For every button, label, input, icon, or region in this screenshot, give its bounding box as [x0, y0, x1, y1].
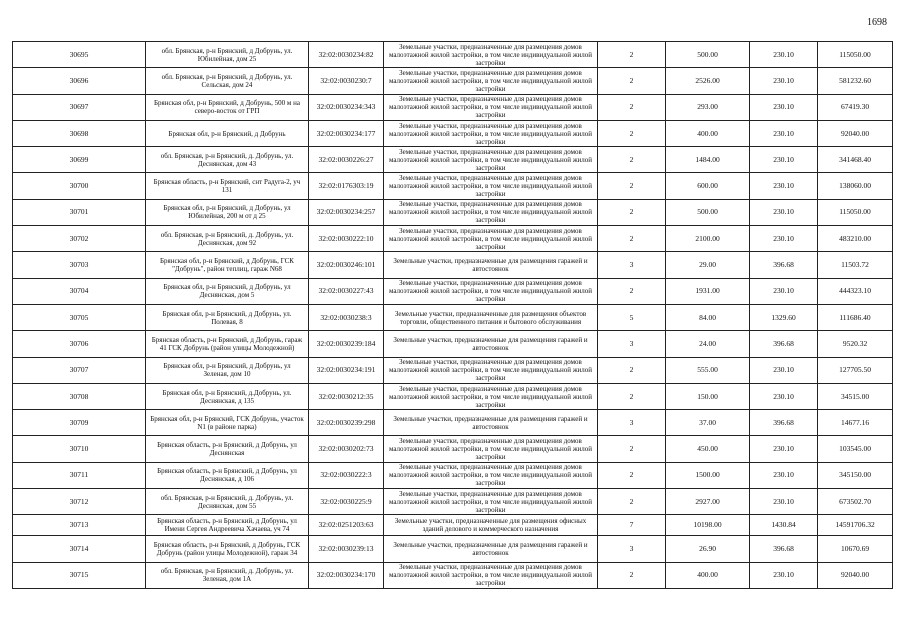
group-cell: 2: [598, 357, 666, 383]
area-cell: 500.00: [666, 199, 750, 225]
row-number-cell: 30695: [13, 42, 146, 68]
cadastral-value-cell: 341468.40: [818, 147, 893, 173]
land-use-cell: Земельные участки, предназначенные для размещения гаражей и автостоянок: [384, 410, 598, 436]
specific-value-cell: 230.10: [750, 147, 818, 173]
specific-value-cell: 230.10: [750, 278, 818, 304]
cadastral-value-cell: 14591706.32: [818, 515, 893, 536]
cadastral-value-cell: 444323.10: [818, 278, 893, 304]
table-row: [13, 515, 893, 536]
cadastral-value-cell: 11503.72: [818, 252, 893, 278]
specific-value-cell: 230.10: [750, 562, 818, 588]
row-number-cell: 30713: [13, 515, 146, 536]
table-row: [13, 252, 893, 278]
land-use-cell: Земельные участки, предназначенные для размещения гаражей и автостоянок: [384, 536, 598, 562]
table-row: [13, 383, 893, 409]
land-use-cell: Земельные участки, предназначенные для размещения офисных зданий делового и коммерческого назначения: [384, 515, 598, 536]
cadastral-number-cell: 32:02:0030227:43: [309, 278, 384, 304]
group-cell: 2: [598, 199, 666, 225]
row-number-cell: 30707: [13, 357, 146, 383]
land-use-cell: Земельные участки, предназначенные для размещения домов малоэтажной жилой застройки, в том числе индивидуальной жилой застройки: [384, 226, 598, 252]
table-row: [13, 68, 893, 94]
address-cell: обл. Брянская, р-н Брянский, д Добрунь, ул. Юбилейная, дом 25: [146, 42, 309, 68]
land-use-cell: Земельные участки, предназначенные для размещения домов малоэтажной жилой застройки, в том числе индивидуальной жилой застройки: [384, 436, 598, 462]
land-use-cell: Земельные участки, предназначенные для размещения домов малоэтажной жилой застройки, в том числе индивидуальной жилой застройки: [384, 68, 598, 94]
specific-value-cell: 230.10: [750, 489, 818, 515]
specific-value-cell: 230.10: [750, 357, 818, 383]
cadastral-number-cell: 32:02:0030234:191: [309, 357, 384, 383]
cadastral-number-cell: 32:02:0030225:9: [309, 489, 384, 515]
cadastral-value-cell: 115050.00: [818, 199, 893, 225]
cadastral-number-cell: 32:02:0030234:343: [309, 94, 384, 120]
row-number-cell: 30710: [13, 436, 146, 462]
area-cell: 29.00: [666, 252, 750, 278]
address-cell: обл. Брянская, р-н Брянский, д. Добрунь, ул. Зеленая, дом 1А: [146, 562, 309, 588]
area-cell: 400.00: [666, 120, 750, 146]
row-number-cell: 30714: [13, 536, 146, 562]
land-use-cell: Земельные участки, предназначенные для размещения домов малоэтажной жилой застройки, в том числе индивидуальной жилой застройки: [384, 42, 598, 68]
address-cell: Брянская область, р-н Брянский, снт Радуга-2, уч 131: [146, 173, 309, 199]
cadastral-value-cell: 111686.40: [818, 304, 893, 330]
area-cell: 555.00: [666, 357, 750, 383]
address-cell: обл. Брянская, р-н Брянский, д. Добрунь, ул. Деснянская, дом 55: [146, 489, 309, 515]
area-cell: 150.00: [666, 383, 750, 409]
cadastral-value-cell: 67419.30: [818, 94, 893, 120]
table-row: [13, 357, 893, 383]
land-use-cell: Земельные участки, предназначенные для размещения объектов торговли, общественного питания и бытового обслуживания: [384, 304, 598, 330]
group-cell: 2: [598, 68, 666, 94]
land-use-cell: Земельные участки, предназначенные для размещения домов малоэтажной жилой застройки, в том числе индивидуальной жилой застройки: [384, 462, 598, 488]
specific-value-cell: 396.68: [750, 252, 818, 278]
cadastral-value-cell: 9520.32: [818, 331, 893, 357]
row-number-cell: 30712: [13, 489, 146, 515]
row-number-cell: 30715: [13, 562, 146, 588]
table-row: [13, 489, 893, 515]
land-use-cell: Земельные участки, предназначенные для размещения домов малоэтажной жилой застройки, в том числе индивидуальной жилой застройки: [384, 199, 598, 225]
land-use-cell: Земельные участки, предназначенные для размещения домов малоэтажной жилой застройки, в том числе индивидуальной жилой застройки: [384, 147, 598, 173]
table-row: [13, 278, 893, 304]
cadastral-value-cell: 115050.00: [818, 42, 893, 68]
cadastral-number-cell: 32:02:0030234:82: [309, 42, 384, 68]
cadastral-value-cell: 34515.00: [818, 383, 893, 409]
group-cell: 2: [598, 462, 666, 488]
cadastral-value-cell: 10670.69: [818, 536, 893, 562]
address-cell: Брянская обл, р-н Брянский, д Добрунь, ГСК "Добрунь", район теплиц, гараж N68: [146, 252, 309, 278]
land-use-cell: Земельные участки, предназначенные для размещения гаражей и автостоянок: [384, 331, 598, 357]
land-use-cell: Земельные участки, предназначенные для размещения домов малоэтажной жилой застройки, в том числе индивидуальной жилой застройки: [384, 489, 598, 515]
group-cell: 3: [598, 536, 666, 562]
area-cell: 2526.00: [666, 68, 750, 94]
row-number-cell: 30709: [13, 410, 146, 436]
group-cell: 2: [598, 562, 666, 588]
address-cell: обл. Брянская, р-н Брянский, д. Добрунь, ул. Деснянская, дом 43: [146, 147, 309, 173]
area-cell: 450.00: [666, 436, 750, 462]
address-cell: Брянская область, р-н Брянский, д Добрунь, ул Деснянская, д 106: [146, 462, 309, 488]
area-cell: 1931.00: [666, 278, 750, 304]
area-cell: 1484.00: [666, 147, 750, 173]
table-row: [13, 94, 893, 120]
land-use-cell: Земельные участки, предназначенные для размещения домов малоэтажной жилой застройки, в том числе индивидуальной жилой застройки: [384, 120, 598, 146]
table-row: [13, 199, 893, 225]
cadastral-number-cell: 32:02:0030212:35: [309, 383, 384, 409]
group-cell: 2: [598, 489, 666, 515]
row-number-cell: 30700: [13, 173, 146, 199]
table-row: [13, 120, 893, 146]
specific-value-cell: 1329.60: [750, 304, 818, 330]
row-number-cell: 30699: [13, 147, 146, 173]
specific-value-cell: 230.10: [750, 42, 818, 68]
group-cell: 7: [598, 515, 666, 536]
group-cell: 3: [598, 410, 666, 436]
row-number-cell: 30697: [13, 94, 146, 120]
specific-value-cell: 396.68: [750, 410, 818, 436]
land-use-cell: Земельные участки, предназначенные для размещения домов малоэтажной жилой застройки, в том числе индивидуальной жилой застройки: [384, 94, 598, 120]
row-number-cell: 30706: [13, 331, 146, 357]
address-cell: обл. Брянская, р-н Брянский, д Добрунь, ул. Сельская, дом 24: [146, 68, 309, 94]
cadastral-number-cell: 32:02:0030234:177: [309, 120, 384, 146]
address-cell: Брянская область, р-н Брянский, д Добрунь, гараж 41 ГСК Добрунь (район улицы Молодежной): [146, 331, 309, 357]
specific-value-cell: 230.10: [750, 383, 818, 409]
specific-value-cell: 1430.84: [750, 515, 818, 536]
group-cell: 2: [598, 436, 666, 462]
area-cell: 600.00: [666, 173, 750, 199]
address-cell: Брянская обл, р-н Брянский, д Добрунь, 500 м на северо-восток от ГРП: [146, 94, 309, 120]
address-cell: Брянская область, р-н Брянский, д Добрунь, ул Имени Сергея Андреевича Хачаева, уч 74: [146, 515, 309, 536]
table-row: [13, 173, 893, 199]
specific-value-cell: 230.10: [750, 226, 818, 252]
area-cell: 1500.00: [666, 462, 750, 488]
land-use-cell: Земельные участки, предназначенные для размещения гаражей и автостоянок: [384, 252, 598, 278]
cadastral-number-cell: 32:02:0030239:13: [309, 536, 384, 562]
cadastral-value-cell: 483210.00: [818, 226, 893, 252]
address-cell: Брянская обл, р-н Брянский, д Добрунь, ул. Полевая, 8: [146, 304, 309, 330]
land-use-cell: Земельные участки, предназначенные для размещения домов малоэтажной жилой застройки, в том числе индивидуальной жилой застройки: [384, 357, 598, 383]
cadastral-number-cell: 32:02:0030230:7: [309, 68, 384, 94]
address-cell: Брянская обл, р-н Брянский, д Добрунь: [146, 120, 309, 146]
specific-value-cell: 230.10: [750, 462, 818, 488]
cadastral-number-cell: 32:02:0030239:298: [309, 410, 384, 436]
specific-value-cell: 230.10: [750, 173, 818, 199]
address-cell: Брянская область, р-н Брянский, д Добрунь, ул Деснянская: [146, 436, 309, 462]
land-use-cell: Земельные участки, предназначенные для размещения домов малоэтажной жилой застройки, в том числе индивидуальной жилой застройки: [384, 278, 598, 304]
area-cell: 400.00: [666, 562, 750, 588]
row-number-cell: 30704: [13, 278, 146, 304]
row-number-cell: 30708: [13, 383, 146, 409]
row-number-cell: 30696: [13, 68, 146, 94]
cadastral-value-cell: 103545.00: [818, 436, 893, 462]
land-use-cell: Земельные участки, предназначенные для размещения домов малоэтажной жилой застройки, в том числе индивидуальной жилой застройки: [384, 383, 598, 409]
row-number-cell: 30705: [13, 304, 146, 330]
address-cell: Брянская обл, р-н Брянский, д Добрунь, ул Юбилейная, 200 м от д 25: [146, 199, 309, 225]
specific-value-cell: 230.10: [750, 436, 818, 462]
area-cell: 26.90: [666, 536, 750, 562]
cadastral-value-cell: 581232.60: [818, 68, 893, 94]
cadastral-number-cell: 32:02:0030238:3: [309, 304, 384, 330]
cadastral-value-cell: 673502.70: [818, 489, 893, 515]
table-row: [13, 462, 893, 488]
address-cell: Брянская область, р-н Брянский, д Добрунь, ГСК Добрунь (район улицы Молодежной), гараж 34: [146, 536, 309, 562]
specific-value-cell: 230.10: [750, 94, 818, 120]
group-cell: 5: [598, 304, 666, 330]
group-cell: 3: [598, 252, 666, 278]
group-cell: 2: [598, 173, 666, 199]
area-cell: 10198.00: [666, 515, 750, 536]
cadastral-value-cell: 138060.00: [818, 173, 893, 199]
cadastral-value-table: [12, 41, 893, 589]
cadastral-value-cell: 14677.16: [818, 410, 893, 436]
table-row: [13, 410, 893, 436]
table-row: [13, 147, 893, 173]
group-cell: 2: [598, 42, 666, 68]
cadastral-number-cell: 32:02:0176303:19: [309, 173, 384, 199]
cadastral-number-cell: 32:02:0251203:63: [309, 515, 384, 536]
area-cell: 24.00: [666, 331, 750, 357]
row-number-cell: 30711: [13, 462, 146, 488]
cadastral-number-cell: 32:02:0030246:101: [309, 252, 384, 278]
specific-value-cell: 396.68: [750, 536, 818, 562]
group-cell: 2: [598, 226, 666, 252]
group-cell: 2: [598, 120, 666, 146]
group-cell: 3: [598, 331, 666, 357]
cadastral-number-cell: 32:02:0030202:73: [309, 436, 384, 462]
land-use-cell: Земельные участки, предназначенные для размещения домов малоэтажной жилой застройки, в том числе индивидуальной жилой застройки: [384, 562, 598, 588]
table-row: [13, 562, 893, 588]
specific-value-cell: 230.10: [750, 68, 818, 94]
cadastral-value-cell: 92040.00: [818, 562, 893, 588]
table-body: [13, 42, 893, 589]
row-number-cell: 30702: [13, 226, 146, 252]
group-cell: 2: [598, 94, 666, 120]
cadastral-number-cell: 32:02:0030222:3: [309, 462, 384, 488]
area-cell: 2927.00: [666, 489, 750, 515]
area-cell: 293.00: [666, 94, 750, 120]
address-cell: Брянская обл, р-н Брянский, д Добрунь, ул Деснянская, дом 5: [146, 278, 309, 304]
group-cell: 2: [598, 278, 666, 304]
specific-value-cell: 396.68: [750, 331, 818, 357]
cadastral-number-cell: 32:02:0030234:257: [309, 199, 384, 225]
cadastral-number-cell: 32:02:0030222:10: [309, 226, 384, 252]
cadastral-number-cell: 32:02:0030226:27: [309, 147, 384, 173]
table-row: [13, 436, 893, 462]
row-number-cell: 30703: [13, 252, 146, 278]
table-row: [13, 331, 893, 357]
table-row: [13, 304, 893, 330]
area-cell: 2100.00: [666, 226, 750, 252]
table-row: [13, 226, 893, 252]
specific-value-cell: 230.10: [750, 199, 818, 225]
cadastral-value-cell: 345150.00: [818, 462, 893, 488]
cadastral-number-cell: 32:02:0030234:170: [309, 562, 384, 588]
row-number-cell: 30701: [13, 199, 146, 225]
address-cell: обл. Брянская, р-н Брянский, д. Добрунь, ул. Деснянская, дом 92: [146, 226, 309, 252]
row-number-cell: 30698: [13, 120, 146, 146]
address-cell: Брянская обл, р-н Брянский, д.Добрунь, ул. Деснянская, д 135: [146, 383, 309, 409]
table-row: [13, 42, 893, 68]
cadastral-number-cell: 32:02:0030239:184: [309, 331, 384, 357]
group-cell: 2: [598, 383, 666, 409]
address-cell: Брянская обл, р-н Брянский, ГСК Добрунь, участок N1 (в районе парка): [146, 410, 309, 436]
address-cell: Брянская обл, р-н Брянский, д Добрунь, ул Зеленая, дом 10: [146, 357, 309, 383]
land-use-cell: Земельные участки, предназначенные для размещения домов малоэтажной жилой застройки, в том числе индивидуальной жилой застройки: [384, 173, 598, 199]
cadastral-value-cell: 127705.50: [818, 357, 893, 383]
cadastral-value-cell: 92040.00: [818, 120, 893, 146]
group-cell: 2: [598, 147, 666, 173]
specific-value-cell: 230.10: [750, 120, 818, 146]
page-number: 1698: [867, 17, 887, 28]
area-cell: 500.00: [666, 42, 750, 68]
table-row: [13, 536, 893, 562]
area-cell: 37.00: [666, 410, 750, 436]
area-cell: 84.00: [666, 304, 750, 330]
